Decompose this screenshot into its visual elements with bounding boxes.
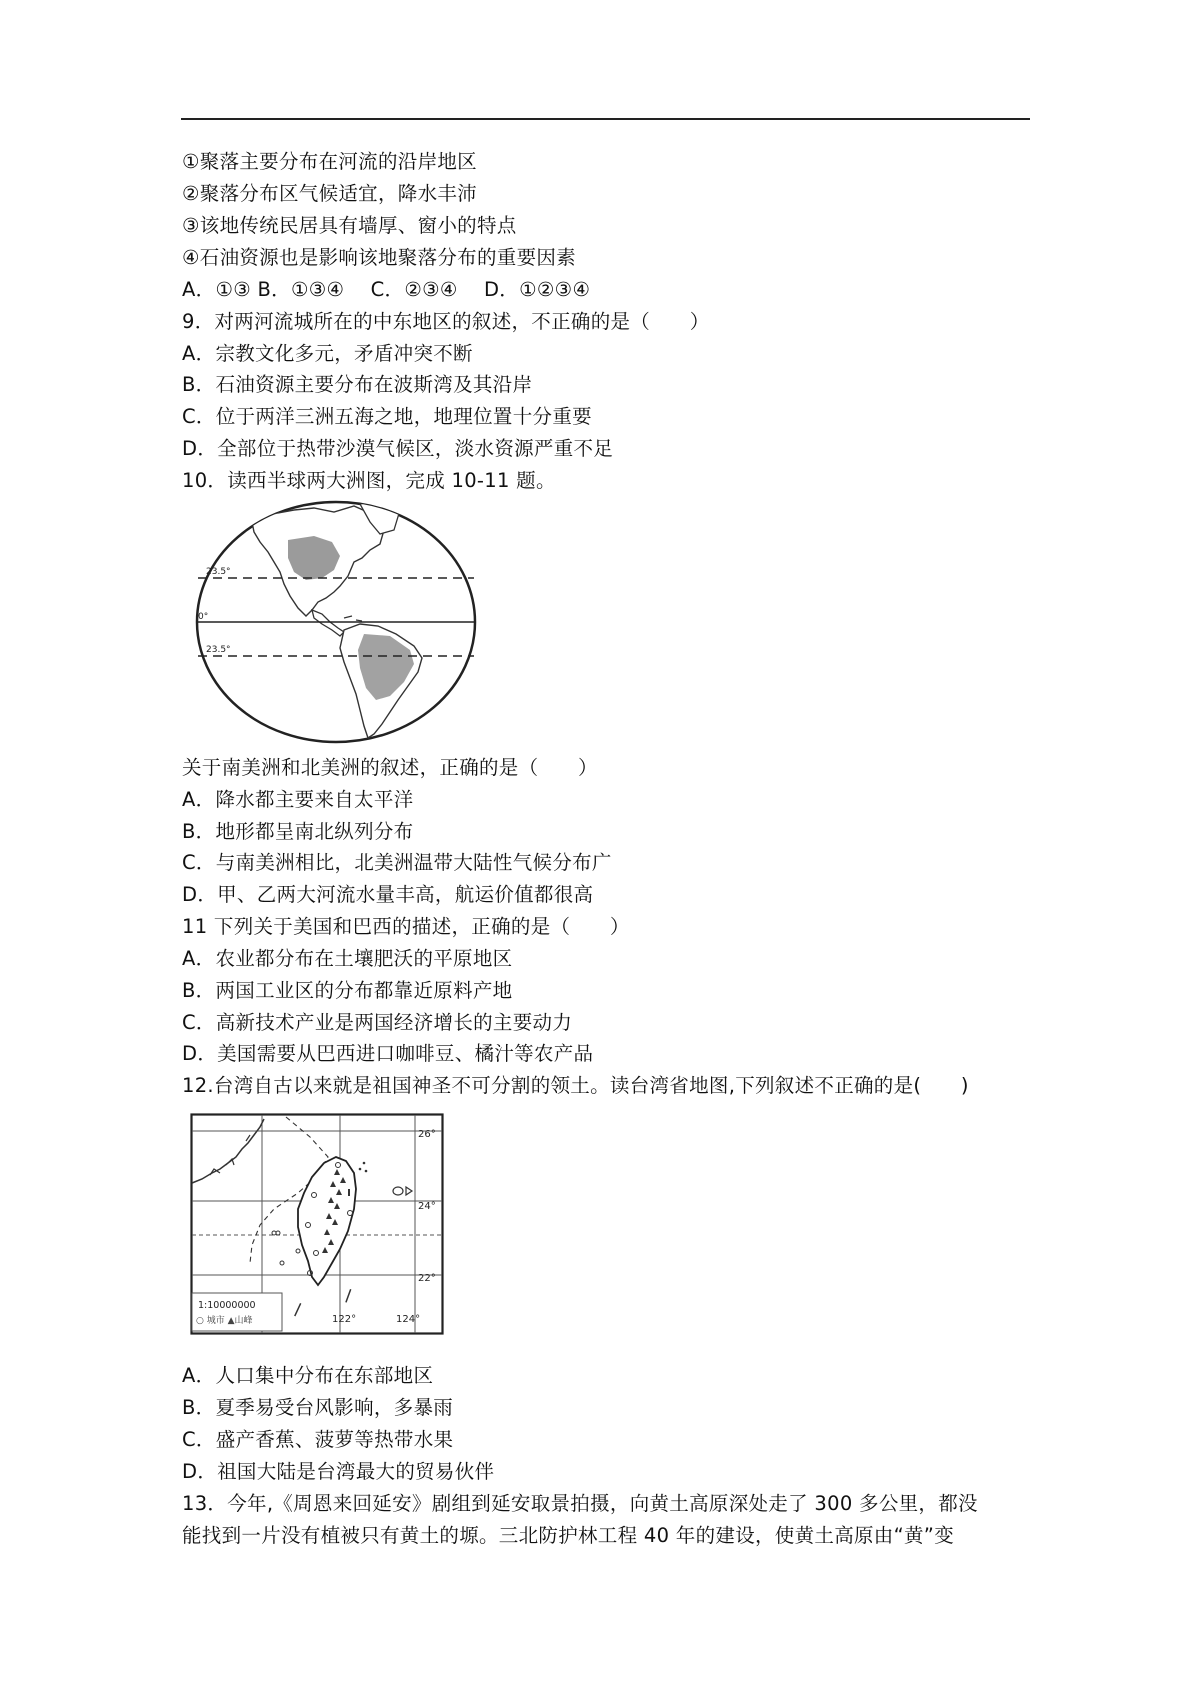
- lat-label-tropic-n: 23.5°: [206, 567, 231, 577]
- q13-line-2: 能找到一片没有植被只有黄土的塬。三北防护林工程 40 年的建设，使黄土高原由“黄”变: [182, 1524, 955, 1547]
- statement-4: ④石油资源也是影响该地聚落分布的重要因素: [182, 246, 576, 269]
- q9-option-c: C．位于两洋三洲五海之地，地理位置十分重要: [182, 405, 592, 428]
- q10-option-a: A．降水都主要来自太平洋: [182, 788, 414, 811]
- q11-option-c: C．高新技术产业是两国经济增长的主要动力: [182, 1011, 573, 1034]
- q11-option-d: D．美国需要从巴西进口咖啡豆、橘汁等农产品: [182, 1042, 594, 1065]
- q12-option-d: D．祖国大陆是台湾最大的贸易伙伴: [182, 1460, 495, 1483]
- q13-line-1: 13．今年,《周恩来回延安》剧组到延安取景拍摄，向黄土高原深处走了 300 多公里，都没: [182, 1492, 978, 1515]
- q10-intro: 10．读西半球两大洲图，完成 10-11 题。: [182, 469, 556, 492]
- lat-label-22: 22°: [418, 1273, 436, 1284]
- q9-option-d: D．全部位于热带沙漠气候区，淡水资源严重不足: [182, 437, 614, 460]
- statement-1: ①聚落主要分布在河流的沿岸地区: [182, 150, 477, 173]
- q9-option-a: A．宗教文化多元，矛盾冲突不断: [182, 342, 473, 365]
- q10-option-c: C．与南美洲相比，北美洲温带大陆性气候分布广: [182, 851, 612, 874]
- header-rule: [181, 118, 1030, 120]
- q12-option-c: C．盛产香蕉、菠萝等热带水果: [182, 1428, 454, 1451]
- prev-question-options: A．①③ B．①③④ C．②③④ D．①②③④: [182, 278, 591, 301]
- map-scale: 1:10000000: [198, 1300, 256, 1311]
- western-hemisphere-map: [194, 500, 478, 744]
- q11-stem: 11 下列关于美国和巴西的描述，正确的是（ ）: [182, 915, 630, 938]
- q10-option-b: B．地形都呈南北纵列分布: [182, 820, 414, 843]
- map-legend: ○ 城市 ▲山峰: [196, 1316, 253, 1326]
- lon-label-122: 122°: [332, 1314, 357, 1325]
- lat-label-equator: 0°: [198, 612, 209, 622]
- lon-label-124: 124°: [396, 1314, 421, 1325]
- q11-option-a: A．农业都分布在土壤肥沃的平原地区: [182, 947, 513, 970]
- q12-option-a: A．人口集中分布在东部地区: [182, 1364, 434, 1387]
- q10-stem: 关于南美洲和北美洲的叙述，正确的是（ ）: [182, 756, 598, 779]
- statement-2: ②聚落分布区气候适宜，降水丰沛: [182, 182, 477, 205]
- q9-option-b: B．石油资源主要分布在波斯湾及其沿岸: [182, 373, 533, 396]
- lat-label-26: 26°: [418, 1129, 436, 1140]
- lat-label-24: 24°: [418, 1201, 436, 1212]
- q10-option-d: D．甲、乙两大河流水量丰高，航运价值都很高: [182, 883, 594, 906]
- q12-stem: 12.台湾自古以来就是祖国神圣不可分割的领土。读台湾省地图,下列叙述不正确的是( ): [182, 1074, 969, 1097]
- q9-stem: 9．对两河流城所在的中东地区的叙述，不正确的是（ ）: [182, 310, 710, 333]
- q12-option-b: B．夏季易受台风影响，多暴雨: [182, 1396, 454, 1419]
- statement-3: ③该地传统民居具有墙厚、窗小的特点: [182, 214, 517, 237]
- taiwan-map: [190, 1113, 444, 1335]
- lat-label-tropic-s: 23.5°: [206, 645, 231, 655]
- q11-option-b: B．两国工业区的分布都靠近原料产地: [182, 979, 513, 1002]
